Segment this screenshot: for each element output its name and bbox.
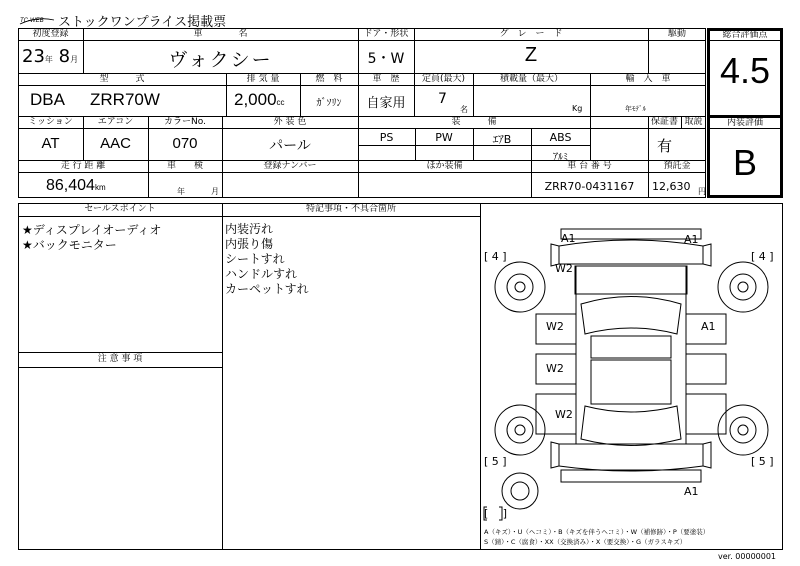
mission-label: ミッション — [28, 117, 73, 127]
reg-month-unit: 月 — [70, 55, 79, 64]
mileage-unit: km — [94, 183, 106, 192]
note-item: 内張り傷 — [225, 237, 274, 251]
chassis-no-label: 車 台 番 号 — [567, 161, 612, 171]
capacity-unit: 名 — [460, 105, 468, 114]
note-item: シートすれ — [225, 252, 285, 266]
sales-points-label: セールスポイント — [84, 204, 156, 214]
equip-abs: ABS — [549, 131, 572, 144]
grade-label: グ レ ー ド — [499, 29, 563, 39]
fuel-label: 燃 料 — [315, 74, 343, 84]
note-item: カーペットすれ — [225, 282, 309, 296]
wheel-icon — [718, 262, 768, 312]
first-registration-label: 初度登録 — [32, 29, 69, 39]
page-title: ストックワンプライス掲載票 — [58, 15, 227, 30]
equip-ps: PS — [379, 131, 394, 144]
fuel-value: ｶﾞｿﾘﾝ — [316, 98, 342, 109]
wheel-icon — [495, 262, 545, 312]
drive-label: 駆動 — [667, 29, 686, 39]
model-label: 型 式 — [99, 74, 145, 84]
legend-line: A（キズ）・U（ヘコミ）・B（キズを伴うヘコミ）・W（補修跡）・P（要塗装） — [484, 528, 710, 536]
reg-year: 23 — [22, 46, 45, 67]
history-label: 車 歴 — [372, 74, 400, 84]
displacement-unit: cc — [276, 98, 285, 107]
history-value: 自家用 — [366, 96, 406, 111]
import-label: 輸 入 車 — [625, 74, 671, 84]
inspection-month-unit: 月 — [211, 187, 219, 196]
inspection-year-unit: 年 — [177, 187, 185, 196]
cautions-label: 注 意 事 項 — [97, 354, 143, 364]
damage-mark: W2 — [555, 262, 573, 275]
interior-rating-value: B — [732, 142, 757, 183]
interior-rating-label: 内装評価 — [726, 118, 763, 128]
model-code: ZRR70W — [90, 90, 160, 109]
note-item: 内装汚れ — [225, 222, 274, 236]
aircon-label: エアコン — [97, 117, 134, 127]
load-label: 積載量（最大） — [499, 74, 563, 84]
price-unit: 円 — [698, 187, 706, 196]
logo-icon — [19, 12, 55, 26]
damage-mark: A1 — [701, 320, 716, 333]
equip-alumi: ｱﾙﾐ — [553, 152, 568, 163]
damage-mark: A1 — [684, 233, 699, 246]
model-prefix: DBA — [30, 90, 65, 109]
displacement-value — [234, 90, 285, 110]
spare-label: [ ] — [484, 507, 508, 520]
equipment-label: 装 備 — [451, 117, 497, 127]
first-registration-value — [22, 46, 78, 67]
damage-mark: A1 — [561, 232, 576, 245]
wheel-icon — [495, 405, 545, 455]
manual-label: 取説 — [684, 117, 703, 127]
legend-line: S（錆）・C（腐食）・XX（交換済み）・X（要交換）・G（ガラスキズ） — [484, 538, 687, 546]
wheel-label-left-bottom: [ 5 ] — [484, 455, 507, 468]
displacement-label: 排 気 量 — [246, 74, 280, 84]
car-damage-diagram — [481, 204, 782, 549]
damage-mark: A1 — [684, 485, 699, 498]
overall-rating-value: 4.5 — [719, 50, 771, 91]
grade-value: Z — [524, 44, 538, 66]
note-item: ハンドルすれ — [225, 267, 298, 281]
warranty-value: 有 — [656, 137, 672, 155]
other-equipment-label: ほか装備 — [426, 161, 463, 171]
special-notes-label: 特記事項・不具合箇所 — [305, 204, 396, 214]
price-label: 預託金 — [663, 161, 691, 171]
warranty-label: 保証書 — [650, 117, 678, 127]
damage-mark: W2 — [546, 320, 564, 333]
damage-mark: W2 — [555, 408, 573, 421]
mileage-value — [46, 177, 106, 195]
door-shape-label: ドア・形状 — [363, 29, 409, 39]
displacement-number: 2,000 — [234, 90, 277, 109]
damage-mark: W2 — [546, 362, 564, 375]
wheel-label-right-top: [ 4 ] — [751, 250, 774, 263]
equip-pw: PW — [435, 131, 453, 144]
sales-point-item: ★ディスプレイオーディオ — [22, 223, 162, 237]
door-shape-value: 5・W — [367, 51, 405, 67]
car-name-value: ヴォクシー — [168, 49, 273, 71]
inspection-label: 車 検 — [166, 161, 203, 171]
spare-wheel-icon — [502, 473, 538, 509]
reg-year-unit: 年 — [44, 55, 53, 64]
plate-label: 登録ナンバー — [263, 161, 317, 171]
exterior-color-label: 外 装 色 — [273, 117, 307, 127]
exterior-color-value: パール — [269, 138, 311, 154]
color-no-label: カラーNo. — [164, 117, 206, 127]
load-unit: Kg — [572, 104, 583, 113]
mileage-label: 走 行 距 離 — [60, 161, 106, 171]
overall-rating-label: 総合評価点 — [722, 30, 768, 40]
equip-airbag: ｴｱB — [492, 133, 512, 146]
sales-point-item: ★バックモニター — [22, 238, 117, 252]
version-text: ver. 00000001 — [718, 552, 777, 561]
reg-month: 8 — [58, 46, 71, 67]
chassis-no-value: ZRR70-0431167 — [544, 180, 635, 193]
capacity-value: 7 — [438, 91, 447, 107]
aircon-value: AAC — [100, 135, 131, 152]
logo — [19, 11, 55, 25]
mileage-number: 86,404 — [46, 177, 95, 194]
mission-value: AT — [41, 135, 60, 152]
capacity-label: 定員(最大) — [421, 74, 466, 84]
car-name-label: 車 名 — [193, 29, 248, 39]
wheel-label-left-top: [ 4 ] — [484, 250, 507, 263]
color-no-value: 070 — [172, 135, 198, 152]
svg-text:TC-WEB: TC-WEB — [20, 18, 44, 24]
import-unit: 年ﾓﾃﾞﾙ — [625, 105, 646, 113]
wheel-label-right-bottom: [ 5 ] — [751, 455, 774, 468]
price-value: 12,630 — [652, 180, 691, 193]
